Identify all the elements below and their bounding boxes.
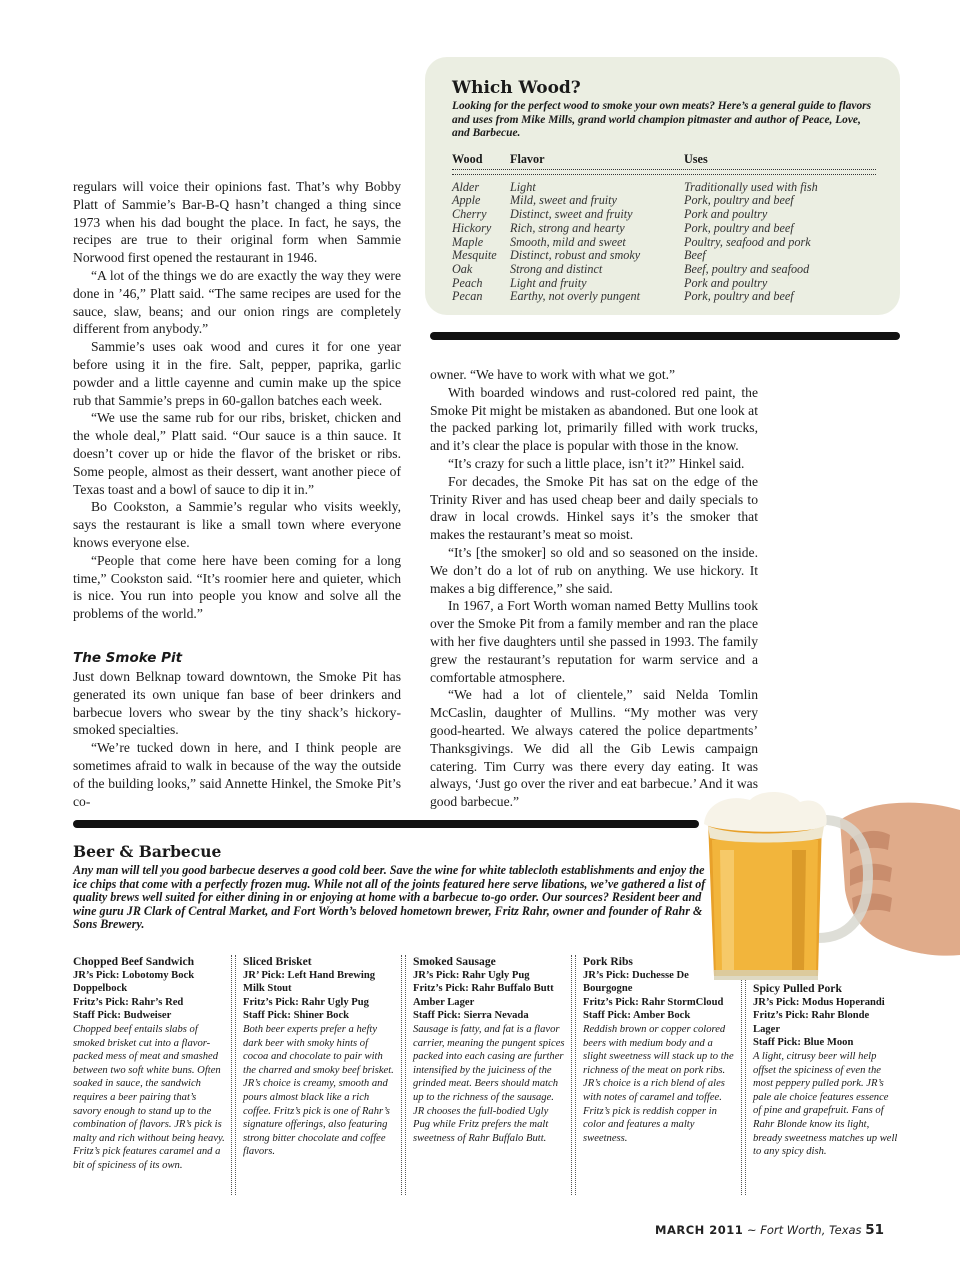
body-paragraph: “It’s [the smoker] so old and so seasoned on the inside. We don’t do a lot of rub on anything. We use hickory. It makes a big difference,” she said.: [430, 544, 758, 596]
left-column-continued: [73, 668, 401, 810]
column-divider: [741, 980, 746, 1195]
which-wood-sidebar: [425, 57, 900, 315]
header-flavor: Flavor: [510, 151, 545, 166]
wood-cell: Apple: [452, 193, 481, 208]
column-divider: [231, 955, 236, 1195]
pick-dish: Sliced Brisket: [243, 955, 312, 968]
flavor-cell: Distinct, robust and smoky: [510, 248, 641, 263]
staff-pick: Staff Pick: Sierra Nevada: [413, 1010, 529, 1022]
footer-separator: ~: [746, 1223, 757, 1237]
table-row: [452, 181, 876, 195]
pick-description: Chopped beef entails slabs of smoked brisket cut into a flavor-packed mess of meat and smashed between two soft white buns. Often soaked in sauce, the sandwich requires a beer pairing that’s savory enough to stand up to the combination of flavors. JR’s pick is malty and rich without being heavy. Fritz’s pick features caramel and a bit of spiciness of its own.: [73, 1023, 225, 1171]
uses-cell: Pork, poultry and beef: [684, 220, 794, 235]
uses-cell: Beef, poultry and seafood: [684, 262, 810, 276]
staff-pick: Staff Pick: Budweiser: [73, 1010, 172, 1022]
body-paragraph: owner. “We have to work with what we got.”: [430, 367, 676, 382]
pick-dish: Pork Ribs: [583, 955, 633, 968]
pick-dish: Spicy Pulled Pork: [753, 982, 842, 995]
table-row: [452, 236, 876, 250]
flavor-cell: Light and fruity: [510, 275, 587, 290]
column-divider: [571, 955, 576, 1195]
header-rule: [452, 169, 876, 175]
pick-dish: Chopped Beef Sandwich: [73, 955, 195, 968]
flavor-cell: Rich, strong and hearty: [510, 220, 625, 235]
body-paragraph: “A lot of the things we do are exactly the way they were done in ’46,” Platt said. “The same recipes are used for the sauce, slaw, beans; and our onion rings are completely different from anybody.”: [73, 267, 401, 337]
beer-mug-hand-illustration: [700, 780, 960, 985]
beer-section-title: Beer & Barbecue: [73, 842, 222, 861]
pick-spicy-pulled-pork: [753, 982, 898, 1159]
body-paragraph: “We use the same rub for our ribs, brisket, chicken and the whole deal,” Platt said. “Our sauce is a thin sauce. It doesn’t cover up or hide the flavor of the brisket or ribs. Some people, almost as their dessert, want another piece of Texas toast and a bowl of sauce to dip it in.”: [73, 410, 401, 497]
wood-cell: Alder: [452, 179, 480, 194]
body-paragraph: With boarded windows and rust-colored red paint, the Smoke Pit might be mistaken as abandoned. But one look at the packed parking lot, primarily filled with work trucks, and it’s clear the place is popular with those in the know.: [430, 384, 758, 454]
jr-pick: JR’ Pick: Left Hand Brewing Milk Stout: [243, 969, 376, 995]
left-column: [73, 178, 401, 623]
uses-cell: Pork, poultry and beef: [684, 193, 794, 208]
staff-pick: Staff Pick: Amber Bock: [583, 1010, 691, 1022]
flavor-cell: Earthy, not overly pungent: [510, 289, 640, 304]
table-row: [452, 263, 876, 277]
section-heading-smoke-pit: The Smoke Pit: [73, 650, 183, 666]
flavor-cell: Light: [510, 179, 536, 194]
table-row: [452, 194, 876, 208]
body-paragraph: “It’s crazy for such a little place, isn’t it?” Hinkel said.: [448, 455, 745, 471]
sidebar-title: Which Wood?: [452, 78, 581, 98]
jr-pick: JR’s Pick: Rahr Ugly Pug: [413, 969, 530, 981]
uses-cell: Beef: [684, 248, 706, 263]
staff-pick: Staff Pick: Shiner Bock: [243, 1010, 350, 1022]
body-paragraph: For decades, the Smoke Pit has sat on the edge of the Trinity River and has used cheap beer and daily specials to draw in local crowds. Hinkel says it’s the smoker that makes the restaurant’s meat so moist.: [430, 473, 758, 543]
pick-description: A light, citrusy beer will help offset the spiciness of even the most peppery pulled pork. JR’s pale ale choice features essence of pine and grapefruit. Fans of Rahr Blonde know its light, bready sweetness matches up well to any spicy dish.: [753, 1050, 898, 1158]
header-wood: Wood: [452, 151, 483, 166]
page-number: 51: [865, 1222, 884, 1238]
wood-table-body: [452, 181, 876, 304]
pick-chopped-beef: [73, 955, 225, 1173]
wood-table-header: [452, 152, 876, 168]
beer-section-rule: [73, 820, 699, 828]
beer-section-intro: Any man will tell you good barbecue deserves a good cold beer. Save the wine for white tablecloth establishments and enjoy the ice chips that come with a perfectly frozen mug. While not all of the joints featured here serve libations, we’ve gathered a list of quality brews well suited for either dining in or enjoying at home with a barbecue to-go order. Our sources? Resident beer and wine guru JR Clark of Central Market, and Fort Worth’s beloved hometown brewer, Fritz Rahr, owner and founder of Rahr & Sons Brewery.: [73, 863, 706, 932]
wood-cell: Oak: [452, 262, 473, 276]
pick-smoked-sausage: [413, 955, 565, 1145]
sidebar-intro: Looking for the perfect wood to smoke your own meats? Here’s a general guide to flavors and uses from Mike Mills, grand world champion pitmaster and author of Peace, Love, and Barbecue.: [452, 100, 872, 140]
fritz-pick: Fritz’s Pick: Rahr Buffalo Butt Amber Lager: [413, 983, 554, 1008]
fritz-pick: Fritz’s Pick: Rahr Ugly Pug: [243, 996, 369, 1008]
jr-pick: JR’s Pick: Modus Hoperandi: [753, 996, 885, 1008]
page-footer: [655, 1222, 884, 1238]
issue-month: MARCH 2011: [655, 1223, 744, 1237]
jr-pick: JR’s Pick: Lobotomy Bock Doppelbock: [73, 969, 195, 995]
pick-description: Reddish brown or copper colored beers with medium body and a slight sweetness will stack up to the richness of the meat on pork ribs. JR’s choice is a rich blend of ales with notes of caramel and toffee. Fritz’s pick is reddish copper in color and features a malty sweetness.: [583, 1023, 734, 1144]
sidebar-bottom-rule: [430, 332, 900, 340]
jr-pick: JR’s Pick: Duchesse De Bourgogne: [583, 969, 689, 995]
body-paragraph: regulars will voice their opinions fast. That’s why Bobby Platt of Sammie’s Bar-B-Q hasn’t changed a thing since 1973 when his dad bought the place. In fact, he says, the recipes are true to their original form when Sammie Norwood first opened the restaurant in 1946.: [73, 179, 401, 266]
fritz-pick: Fritz’s Pick: Rahr Blonde Lager: [753, 1010, 870, 1035]
pick-dish: Smoked Sausage: [413, 955, 496, 968]
table-row: [452, 222, 876, 236]
table-row: [452, 277, 876, 291]
flavor-cell: Distinct, sweet and fruity: [510, 207, 633, 222]
uses-cell: Pork and poultry: [684, 275, 768, 290]
wood-cell: Peach: [452, 275, 483, 290]
pick-description: Both beer experts prefer a hefty dark beer with smoky hints of cocoa and chocolate to pair with the charred and smoky beef brisket. JR’s choice is creamy, smooth and pours almost black like a rich coffee. Fritz’s pick is one of Rahr’s signature offerings, also featuring strong bitter chocolate and coffee flavors.: [243, 1023, 394, 1158]
uses-cell: Poultry, seafood and pork: [684, 234, 811, 249]
publication-city: Fort Worth, Texas: [760, 1223, 862, 1237]
uses-cell: Traditionally used with fish: [684, 179, 818, 194]
column-divider: [401, 955, 406, 1195]
header-uses: Uses: [684, 151, 708, 166]
body-paragraph: “We’re tucked down in here, and I think people are sometimes afraid to walk in because of the way the outside of the building looks,” said Annette Hinkel, the Smoke Pit’s co-: [73, 740, 401, 809]
right-column: [430, 366, 758, 811]
staff-pick: Staff Pick: Blue Moon: [753, 1037, 854, 1049]
body-paragraph: Just down Belknap toward downtown, the Smoke Pit has generated its own unique fan base of beer drinkers and barbecue lovers who swear by the tiny shack’s hickory-smoked specialties.: [73, 669, 401, 738]
body-paragraph: In 1967, a Fort Worth woman named Betty Mullins took over the Smoke Pit from a family member and ran the place with her five daughters until she passed in 1993. The family grew the restaurant’s reputation for warm service and a comfortable atmosphere.: [430, 598, 758, 685]
flavor-cell: Strong and distinct: [510, 262, 603, 276]
fritz-pick: Fritz’s Pick: Rahr StormCloud: [583, 996, 724, 1008]
body-paragraph: Bo Cookston, a Sammie’s regular who visits weekly, says the restaurant is like a small town where everyone knows everyone else.: [73, 499, 401, 550]
body-paragraph: “People that come here have been coming for a long time,” Cookston said. “It’s roomier here and quieter, which is nice. You run into people you know and solve all the problems of the world.”: [73, 552, 401, 622]
body-paragraph: “We had a lot of clientele,” said Nelda Tomlin McCaslin, daughter of Mullins. “My mother was very good-hearted. We always catered the police departments’ Thanksgivings. We did all the Gib Lewis campaign catering. Tim Curry was there every day eating. It was always, ‘Just go over the river and eat barbecue.’ And it was good barbecue.”: [430, 687, 758, 810]
wood-cell: Cherry: [452, 207, 487, 222]
pick-pork-ribs: [583, 955, 735, 1145]
uses-cell: Pork, poultry and beef: [684, 289, 794, 304]
table-row: [452, 249, 876, 263]
flavor-cell: Mild, sweet and fruity: [510, 193, 617, 208]
table-row: [452, 208, 876, 222]
wood-cell: Mesquite: [452, 248, 497, 263]
wood-cell: Maple: [452, 234, 484, 249]
fritz-pick: Fritz’s Pick: Rahr’s Red: [73, 996, 184, 1008]
wood-cell: Pecan: [452, 289, 483, 304]
uses-cell: Pork and poultry: [684, 207, 768, 222]
body-paragraph: Sammie’s uses oak wood and cures it for one year before using it in the fire. Salt, pepper, paprika, garlic powder and a little cayenne and cumin make up the spice rub that Sammie’s preps in 60-gallon batches each week.: [73, 339, 401, 408]
flavor-cell: Smooth, mild and sweet: [510, 234, 626, 249]
pick-description: Sausage is fatty, and fat is a flavor carrier, meaning the pungent spices packed into each casing are further intensified by the juiciness of the grinded meat. Beers should match up to the richness of the sausage. JR chooses the full-bodied Ugly Pug while Fritz prefers the malt sweetness of Rahr Buffalo Butt.: [413, 1023, 565, 1144]
wood-cell: Hickory: [452, 220, 492, 235]
table-row: [452, 290, 876, 304]
pick-sliced-brisket: [243, 955, 395, 1159]
